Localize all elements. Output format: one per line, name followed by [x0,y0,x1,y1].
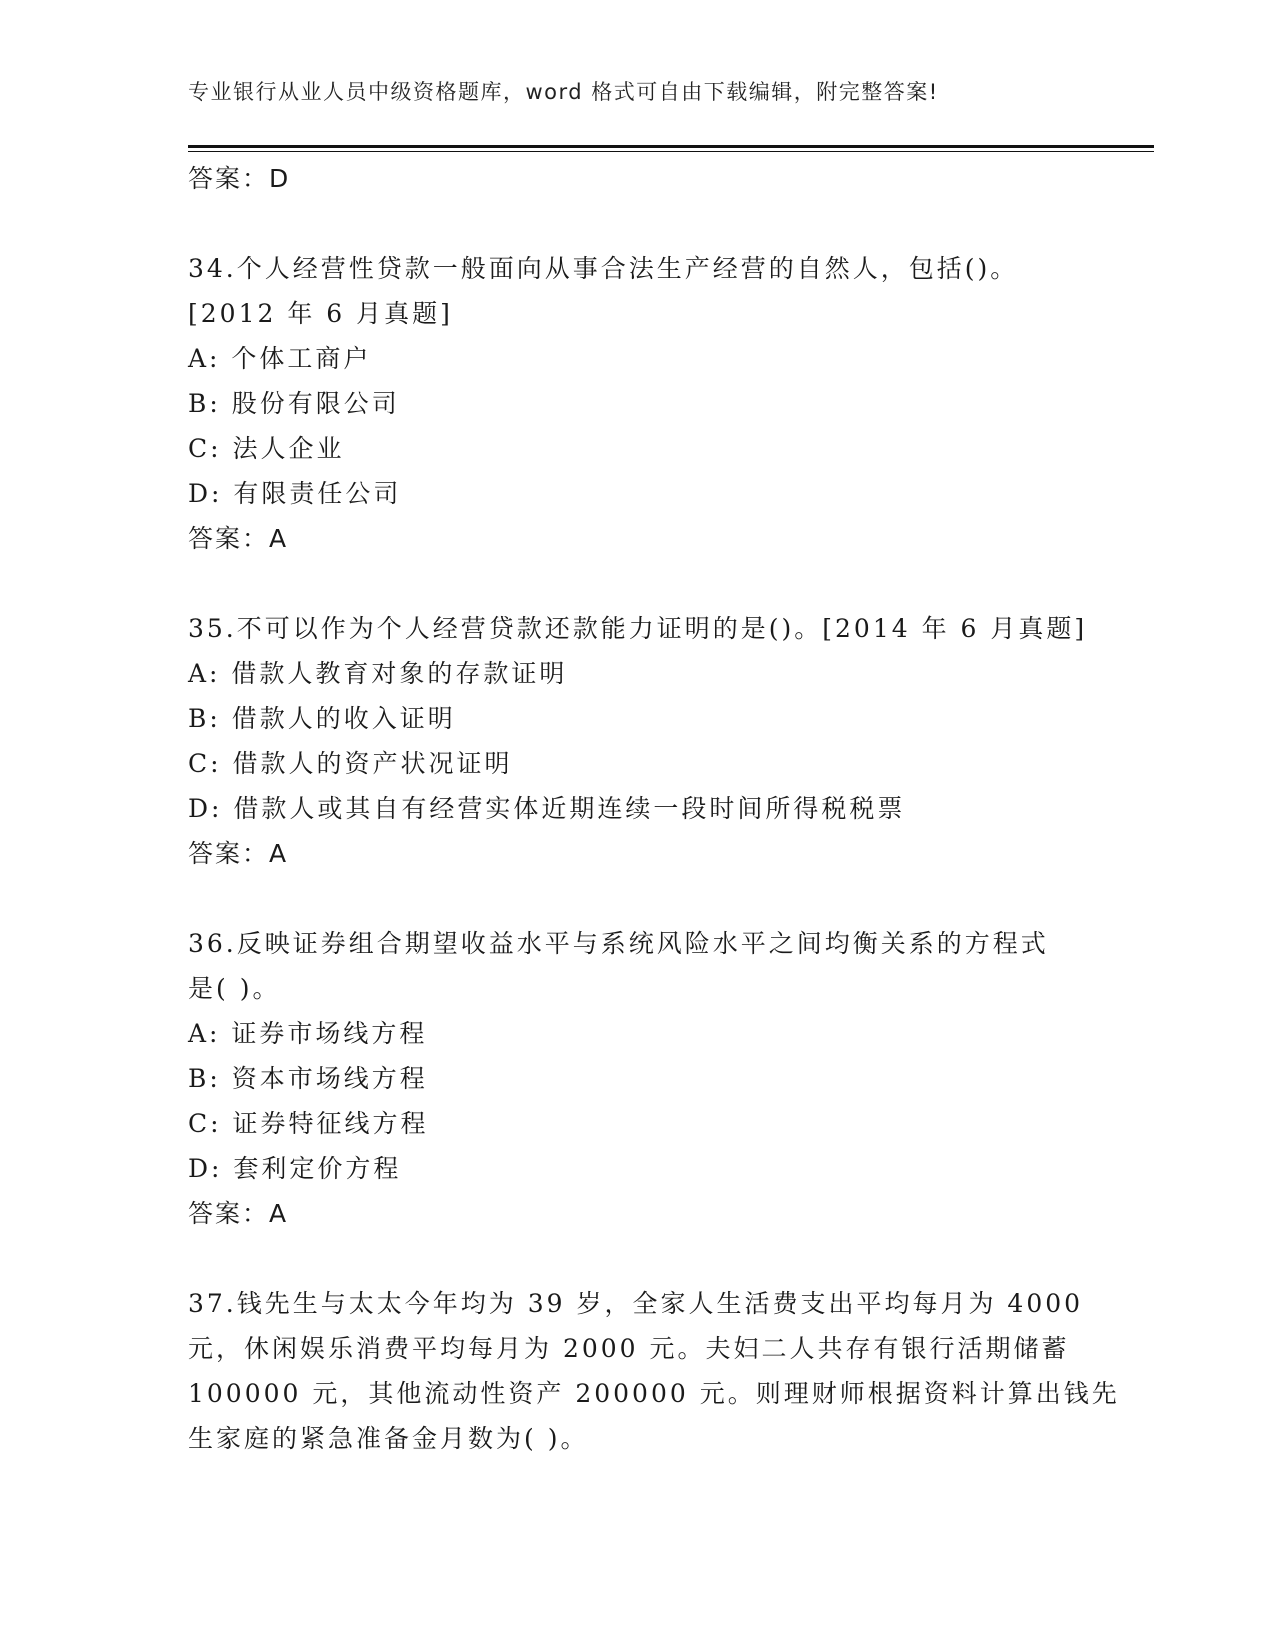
spacer [188,201,1088,246]
question-text: 35.不可以作为个人经营贷款还款能力证明的是()。[2014 年 6 月真题] [188,614,1088,643]
question-text: 37.钱先生与太太今年均为 39 岁，全家人生活费支出平均每月为 4000 [188,1289,1084,1318]
answer-line: 答案：A [188,1199,289,1228]
option-c: C: 法人企业 [188,434,345,463]
option-b: B: 借款人的收入证明 [188,704,456,733]
question-text: 是( )。 [188,974,281,1003]
question-text: 元，休闲娱乐消费平均每月为 2000 元。夫妇二人共存有银行活期储蓄 [188,1334,1070,1363]
header-rule-thick [188,145,1154,148]
question-37 [188,1281,1120,1461]
option-d: D: 借款人或其自有经营实体近期连续一段时间所得税税票 [188,794,906,823]
option-c: C: 证券特征线方程 [188,1109,429,1138]
question-35 [188,606,1088,876]
question-text: [2012 年 6 月真题] [188,299,453,328]
spacer [188,561,1088,606]
spacer [188,1236,1088,1281]
question-text: 34.个人经营性贷款一般面向从事合法生产经营的自然人，包括()。 [188,254,1019,283]
option-d: D: 套利定价方程 [188,1154,402,1183]
answer-line: 答案：A [188,524,289,553]
answer-line: 答案：A [188,839,289,868]
question-text: 100000 元，其他流动性资产 200000 元。则理财师根据资料计算出钱先 [188,1379,1120,1408]
spacer [188,876,1088,921]
answer-line: 答案：D [188,164,291,193]
option-b: B: 资本市场线方程 [188,1064,428,1093]
question-36 [188,921,1088,1236]
option-a: A: 借款人教育对象的存款证明 [188,659,568,688]
question-text: 36.反映证券组合期望收益水平与系统风险水平之间均衡关系的方程式 [188,929,1049,958]
option-a: A: 证券市场线方程 [188,1019,428,1048]
option-c: C: 借款人的资产状况证明 [188,749,513,778]
option-a: A: 个体工商户 [188,344,372,373]
option-d: D: 有限责任公司 [188,479,402,508]
header-rule-thin [188,151,1154,152]
page-header: 专业银行从业人员中级资格题库，word 格式可自由下载编辑，附完整答案! [188,80,939,104]
document-body [188,156,1120,1461]
question-34 [188,246,1088,561]
question-text: 生家庭的紧急准备金月数为( )。 [188,1424,589,1453]
option-b: B: 股份有限公司 [188,389,400,418]
